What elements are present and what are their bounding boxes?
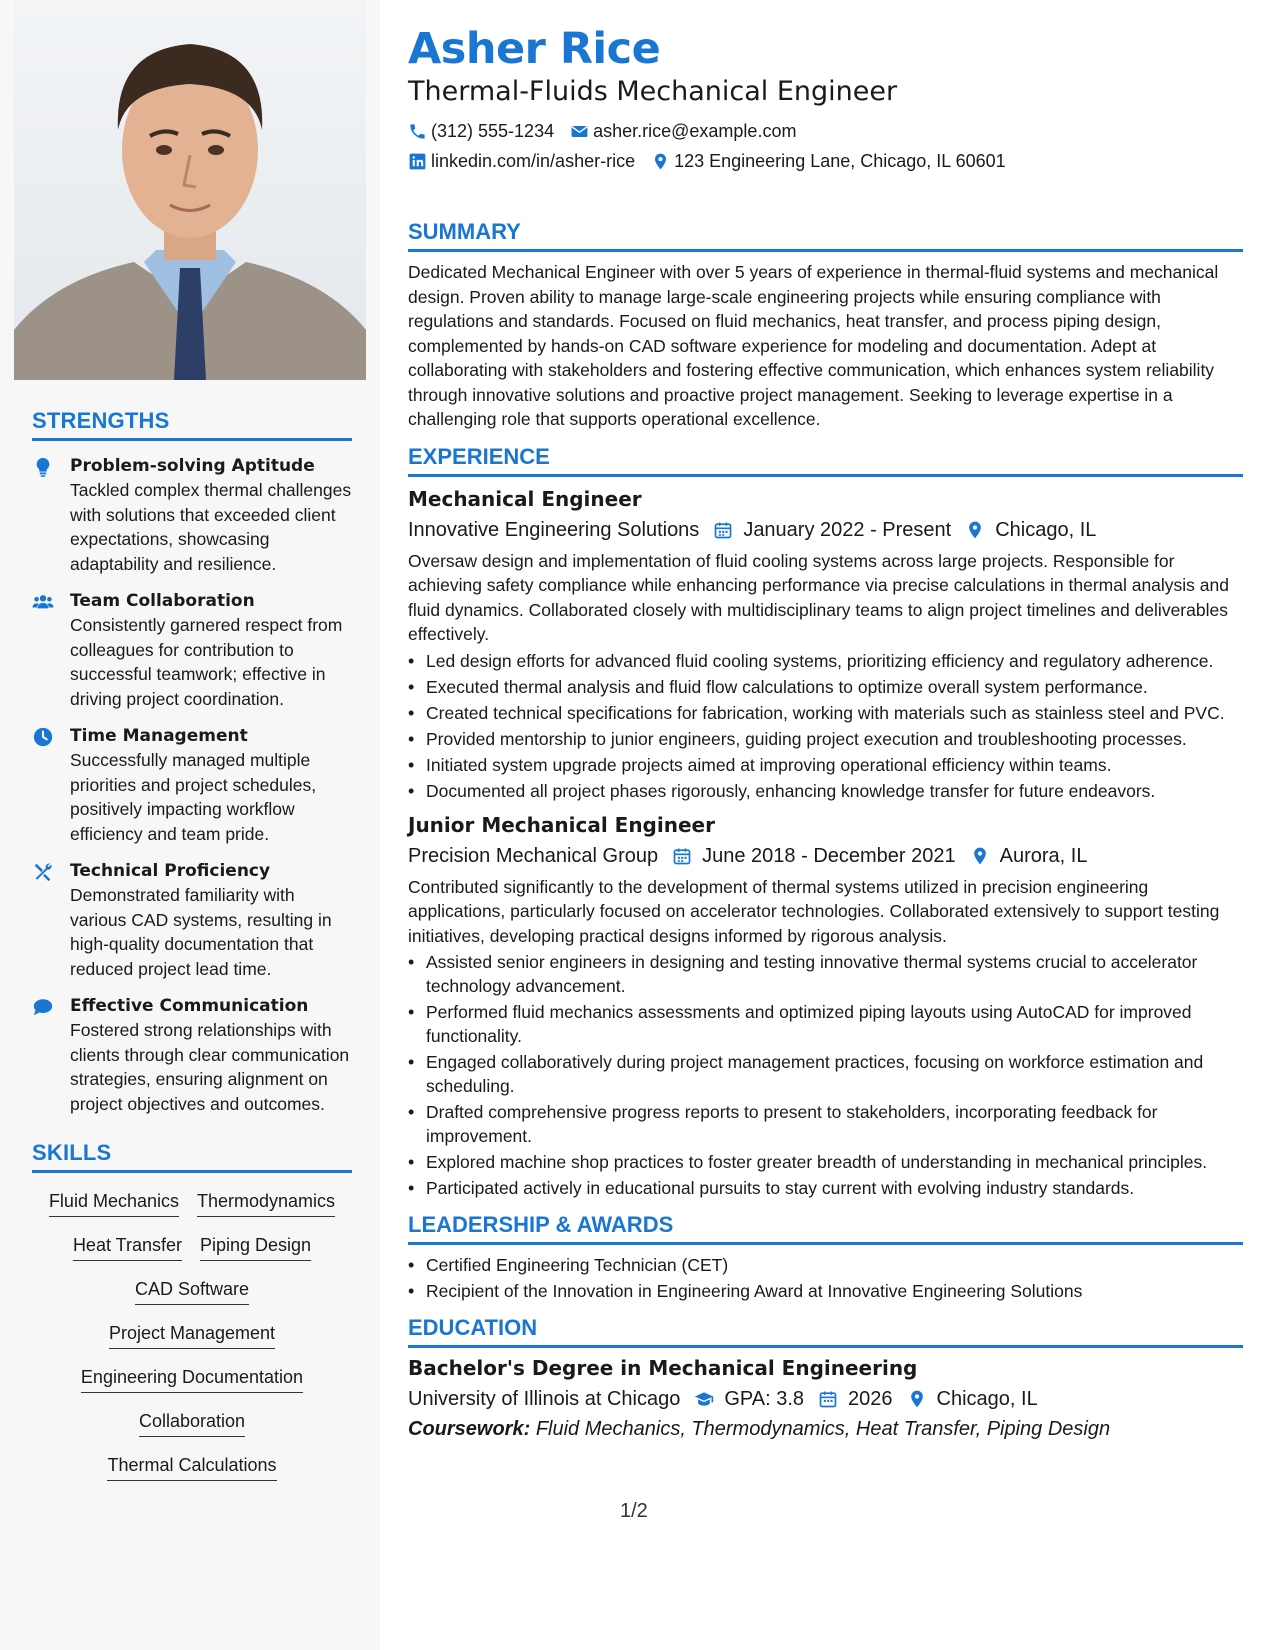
list-item: • Documented all project phases rigorously, enhancing knowledge transfer for future endeavors. [408, 779, 1243, 803]
lightbulb-icon [32, 454, 70, 576]
skill-tag: Project Management [109, 1321, 275, 1349]
dates-text: January 2022 - Present [743, 518, 952, 541]
location-text: Chicago, IL [936, 1388, 1038, 1410]
graduation-year [818, 1384, 893, 1414]
location-text: Chicago, IL [995, 518, 1097, 541]
strength-title: Effective Communication [70, 996, 309, 1016]
list-item: • Assisted senior engineers in designing and testing innovative thermal systems crucial to accelerator technology advancement. [408, 950, 1243, 998]
strength-title: Team Collaboration [70, 591, 255, 611]
degree-title: Bachelor's Degree in Mechanical Engineering [408, 1356, 918, 1380]
list-item: • Certified Engineering Technician (CET) [408, 1253, 1243, 1277]
location-pin-icon [970, 846, 990, 866]
awards-list [408, 1253, 1243, 1303]
coursework-text: Fluid Mechanics, Thermodynamics, Heat Transfer, Piping Design [535, 1418, 1111, 1440]
skills-heading: SKILLS [32, 1140, 352, 1173]
candidate-role: Thermal-Fluids Mechanical Engineer [408, 76, 898, 107]
sidebar [0, 0, 380, 1650]
education-section [408, 1315, 1243, 1444]
linkedin-contact[interactable] [408, 145, 635, 177]
location-pin-icon [965, 520, 985, 540]
summary-text: Dedicated Mechanical Engineer with over 5 years of experience in thermal-fluid systems and mechanical design. Proven ability to manage large-scale engineering projects while ensuring compliance with regulations and standards. Focused on fluid mechanics, heat transfer, and process piping design, complemented by hands-on CAD software experience for modeling and documentation. Adept at collaborating with stakeholders and fostering effective communication, which enhances system reliability through innovative solutions and proactive project management. Seeking to leverage expertise in a challenging role that supports operational excellence. [408, 262, 1219, 429]
calendar-icon [713, 520, 733, 540]
main-content [408, 20, 1243, 1444]
job-location [965, 515, 1096, 545]
users-icon [32, 589, 70, 711]
calendar-icon [818, 1389, 838, 1409]
list-item: • Engaged collaboratively during project management practices, focusing on workforce estimation and scheduling. [408, 1050, 1243, 1098]
experience-section [408, 444, 1243, 1201]
phone-text: (312) 555-1234 [431, 121, 555, 141]
strength-item [32, 454, 352, 576]
coursework [408, 1414, 1243, 1444]
gpa-text: GPA: 3.8 [724, 1388, 805, 1410]
contact-info [408, 115, 1243, 147]
address-contact [651, 145, 1006, 177]
page-number: 1/2 [620, 1500, 648, 1522]
skill-tag: CAD Software [135, 1277, 249, 1305]
summary-heading: SUMMARY [408, 219, 1243, 252]
list-item: • Created technical specifications for fabrication, working with materials such as stainless steel and PVC. [408, 701, 1243, 725]
list-item: • Provided mentorship to junior engineers, guiding project execution and troubleshooting processes. [408, 727, 1243, 751]
strength-description: Consistently garnered respect from colleagues for contribution to successful teamwork; effective in driving project coordination. [70, 615, 343, 709]
portrait-image [14, 0, 366, 380]
strength-description: Fostered strong relationships with clients through clear communication strategies, ensuring alignment on project objectives and outcomes. [70, 1020, 350, 1114]
job-location [970, 841, 1088, 871]
skill-tag: Piping Design [200, 1233, 311, 1261]
strength-description: Successfully managed multiple priorities and project schedules, positively impacting workflow efficiency and team pride. [70, 750, 317, 844]
list-item: • Initiated system upgrade projects aimed at improving operational efficiency within teams. [408, 753, 1243, 777]
job-entry [408, 485, 1243, 803]
school-name: University of Illinois at Chicago [408, 1388, 681, 1410]
job-description: Oversaw design and implementation of fluid cooling systems across large projects. Responsible for achieving safety compliance while enhancing performance via precise calculations in thermal analysis and fluid dynamics. Collaborated closely with multidisciplinary teams to align project timelines and deliverables effectively. [408, 550, 1229, 644]
job-dates [713, 515, 951, 545]
education-heading: EDUCATION [408, 1315, 1243, 1348]
candidate-name: Asher Rice [408, 24, 661, 74]
list-item: • Recipient of the Innovation in Engineering Award at Innovative Engineering Solutions [408, 1279, 1243, 1303]
skill-tag: Collaboration [139, 1409, 245, 1437]
address-text: 123 Engineering Lane, Chicago, IL 60601 [674, 151, 1006, 171]
skill-tag: Fluid Mechanics [49, 1189, 179, 1217]
location-pin-icon [907, 1389, 927, 1409]
location-text: Aurora, IL [999, 844, 1088, 867]
strength-item [32, 859, 352, 981]
list-item: • Explored machine shop practices to foster greater breadth of understanding in mechanical principles. [408, 1150, 1243, 1174]
calendar-icon [672, 846, 692, 866]
tools-icon [32, 859, 70, 981]
graduation-cap-icon [694, 1389, 714, 1409]
contact-info-row-2 [408, 145, 1243, 177]
phone-icon [408, 122, 427, 141]
job-dates [672, 841, 956, 871]
skill-tag: Thermal Calculations [107, 1453, 276, 1481]
list-item: • Participated actively in educational pursuits to stay current with evolving industry standards. [408, 1176, 1243, 1200]
strength-title: Time Management [70, 726, 248, 746]
list-item: • Drafted comprehensive progress reports to present to stakeholders, incorporating feedback for improvement. [408, 1100, 1243, 1148]
awards-section [408, 1212, 1243, 1303]
job-title: Junior Mechanical Engineer [408, 812, 715, 837]
linkedin-text: linkedin.com/in/asher-rice [431, 151, 636, 171]
linkedin-icon [408, 152, 427, 171]
location-pin-icon [651, 152, 670, 171]
job-entry [408, 811, 1243, 1201]
skill-tag: Heat Transfer [73, 1233, 182, 1261]
education-meta [408, 1384, 1243, 1414]
job-meta [408, 515, 1243, 545]
strength-description: Demonstrated familiarity with various CAD systems, resulting in high-quality documentation that reduced project lead time. [70, 885, 332, 979]
strength-item [32, 994, 352, 1116]
email-text: asher.rice@example.com [593, 121, 797, 141]
gpa [694, 1384, 804, 1414]
dates-text: June 2018 - December 2021 [702, 844, 956, 867]
clock-icon [32, 724, 70, 846]
list-item: • Performed fluid mechanics assessments and optimized piping layouts using AutoCAD for improved functionality. [408, 1000, 1243, 1048]
coursework-label: Coursework: [408, 1418, 531, 1440]
skill-tag: Thermodynamics [197, 1189, 335, 1217]
summary-section [408, 219, 1243, 432]
experience-heading: EXPERIENCE [408, 444, 1243, 477]
strength-title: Technical Proficiency [70, 861, 271, 881]
email-contact[interactable] [570, 115, 796, 147]
job-description: Contributed significantly to the development of thermal systems utilized in precision engineering applications, particularly focused on accelerator technologies. Collaborated extensively to support testing initiatives, developing practical designs informed by rigorous analysis. [408, 876, 1220, 946]
school-location [907, 1384, 1038, 1414]
skills-list [32, 1189, 352, 1481]
strength-item [32, 589, 352, 711]
awards-heading: LEADERSHIP & AWARDS [408, 1212, 1243, 1245]
job-bullets [408, 950, 1243, 1200]
company-name: Innovative Engineering Solutions [408, 518, 700, 541]
strengths-heading: STRENGTHS [32, 408, 352, 441]
strength-title: Problem-solving Aptitude [70, 456, 315, 476]
profile-photo [14, 0, 366, 380]
envelope-icon [570, 122, 589, 141]
chat-icon [32, 994, 70, 1116]
company-name: Precision Mechanical Group [408, 844, 659, 867]
strength-item [32, 724, 352, 846]
strength-description: Tackled complex thermal challenges with solutions that exceeded client expectations, showcasing adaptability and resilience. [70, 480, 352, 574]
year-text: 2026 [848, 1388, 893, 1410]
list-item: • Led design efforts for advanced fluid cooling systems, prioritizing efficiency and regulatory adherence. [408, 649, 1243, 673]
list-item: • Executed thermal analysis and fluid flow calculations to optimize overall system performance. [408, 675, 1243, 699]
job-meta [408, 841, 1243, 871]
job-title: Mechanical Engineer [408, 486, 642, 511]
skill-tag: Engineering Documentation [81, 1365, 303, 1393]
phone-contact[interactable] [408, 115, 554, 147]
job-bullets [408, 649, 1243, 803]
